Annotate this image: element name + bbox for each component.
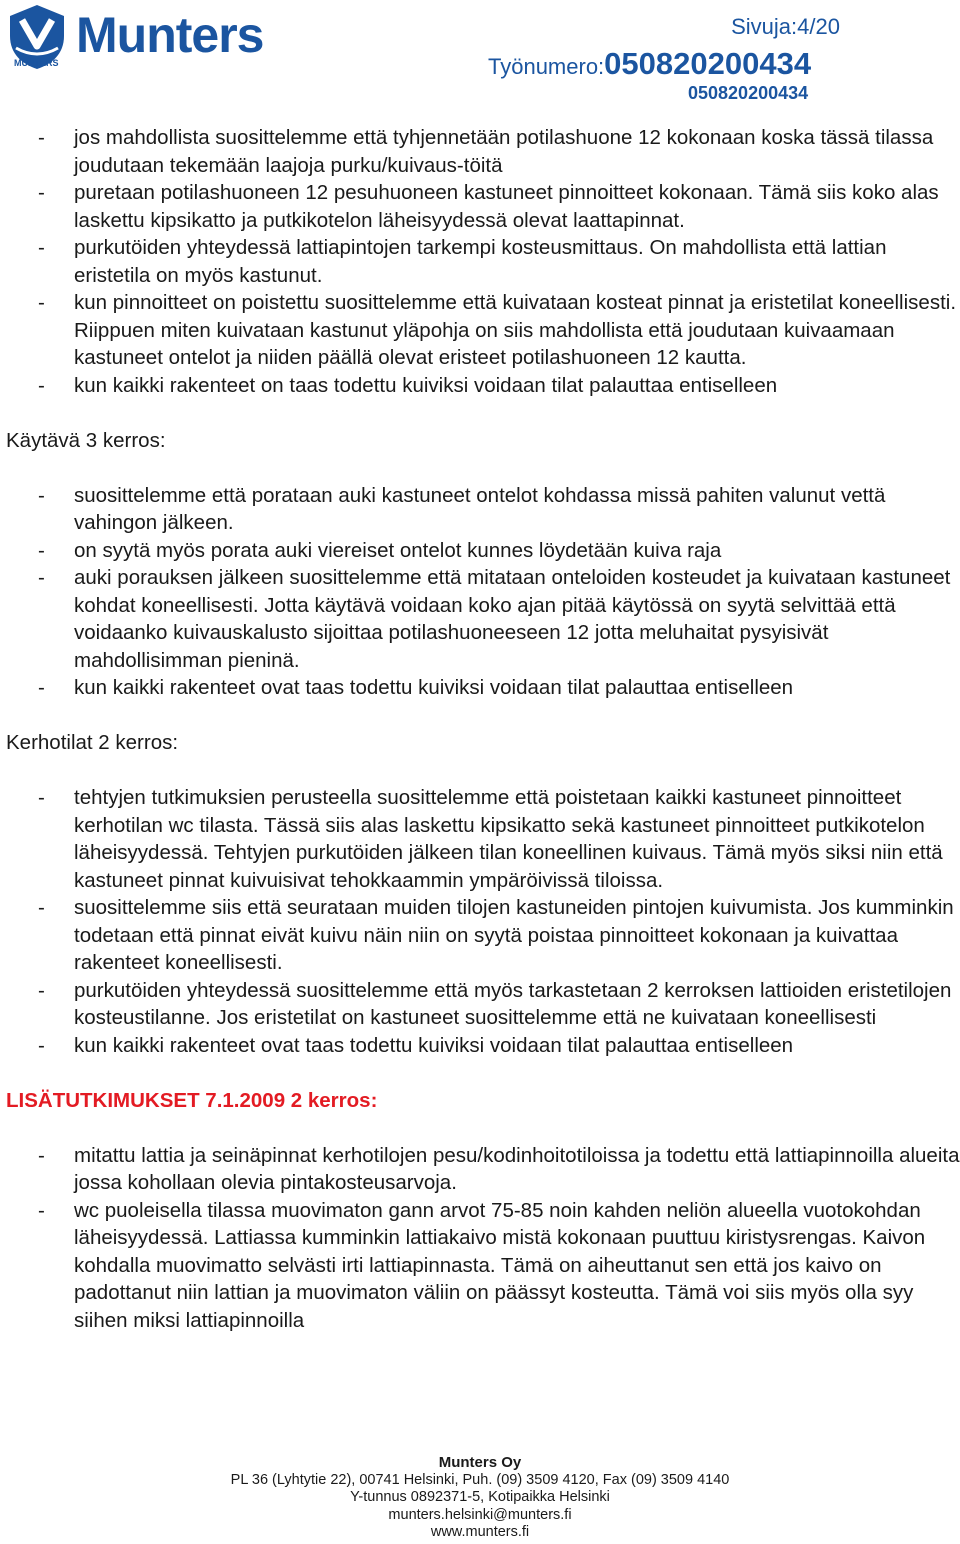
page-count [731, 14, 840, 40]
list-dash: - [38, 1198, 45, 1222]
section-kaytava [0, 482, 960, 702]
list-item-text: purkutöiden yhteydessä lattiapintojen tarkempi kosteusmittaus. On mahdollista että lattian eristetila on myös kastunut. [74, 236, 887, 287]
list-item [0, 482, 960, 537]
list-item [0, 372, 960, 400]
list-dash: - [38, 978, 45, 1002]
list-dash: - [38, 896, 45, 919]
list-dash: - [38, 483, 45, 507]
page-count-label: Sivuja: [731, 14, 798, 39]
page-count-value: 4/20 [797, 14, 840, 39]
list-dash: - [38, 181, 45, 204]
section-potilashuone [0, 124, 960, 399]
job-number-label: Työnumero: [488, 54, 605, 79]
list-item [0, 234, 960, 289]
footer-business-id: Y-tunnus 0892371-5, Kotipaikka Helsinki [350, 1489, 610, 1505]
list-dash: - [38, 373, 45, 397]
list-dash: - [38, 126, 45, 149]
list-dash: - [38, 1143, 45, 1167]
list-item [0, 1142, 960, 1197]
list-item [0, 564, 960, 674]
list-item-text: on syytä myös porata auki viereiset ontelot kunnes löydetään kuiva raja [74, 538, 722, 562]
list-item [0, 124, 960, 179]
list-item [0, 179, 960, 234]
list-dash: - [38, 566, 45, 589]
list-item-text: kun kaikki rakenteet ovat taas todettu kuiviksi voidaan tilat palauttaa entiselleen [74, 1033, 794, 1057]
list-dash: - [38, 676, 45, 699]
brand-name: Munters [76, 7, 264, 63]
list-item [0, 784, 960, 894]
job-number [488, 46, 811, 82]
list-item-text: suosittelemme siis että seurataan muiden tilojen kastuneiden pintojen kuivumista. Jos kumminkin todetaan että pinnat eivät kuivu näin niin on syytä poistaa pinnoitteet kokonaan ja kuivattaa rakenteet koneellisesti. [74, 896, 954, 974]
list-item-text: purkutöiden yhteydessä suosittelemme että myös tarkastetaan 2 kerroksen lattioiden eristetilojen kosteustilanne. Jos eristetilat on kastuneet suosittelemme että ne kuivataan koneellisesti [74, 978, 952, 1029]
list-item [0, 1032, 960, 1060]
job-number-ghost: 050820200434 [688, 83, 809, 103]
section-kerhotilat [0, 784, 960, 1059]
footer-company: Munters Oy [438, 1454, 522, 1471]
list-item-text: wc puoleisella tilassa muovimaton gann arvot 75-85 noin kahden neliön alueella vuotokohdan läheisyydessä. Lattiassa kumminkin lattiakaivo mistä kokonaan puuttuu kiristysrengas. Kaivon kohdalla muovimatto selvästi irti lattiapinnasta. Tämä on aiheuttanut sen että jos kaivo on padottanut niin lattian ja muovimaton väliin on päässyt kosteutta. Tämä voi siis myös olla syy siihen miksi lattiapinnoilla [74, 1198, 926, 1332]
munters-logo [0, 0, 340, 75]
section-heading: Kerhotilat 2 kerros: [6, 731, 179, 754]
list-item-text: jos mahdollista suosittelemme että tyhjennetään potilashuone 12 kokonaan koska tässä tilassa joudutaan tekemään laajoja purku/kuivaus-töitä [74, 126, 934, 177]
section-lisatutkimukset [0, 1142, 960, 1335]
logo-small-text: MUNTERS [14, 58, 59, 68]
page-header [0, 0, 960, 103]
list-item-text: tehtyjen tutkimuksien perusteella suosittelemme että poistetaan kaikki kastuneet pinnoitteet kerhotilan wc tilasta. Tässä siis alas laskettu kipsikatto sekä kastuneet pinnoitteet putkikotelon läheisyydessä. Tehtyjen purkutöiden jälkeen tilan koneellinen kuivaus. Tämä myös siksi niin että kastuneet pinnat kuivuisivat tehokkaammin ympäröivissä tiloissa. [74, 786, 943, 892]
list-item [0, 289, 960, 372]
list-item [0, 674, 960, 702]
list-item [0, 1197, 960, 1335]
list-item-text: kun kaikki rakenteet ovat taas todettu kuiviksi voidaan tilat palauttaa entiselleen [74, 676, 794, 699]
list-dash: - [38, 291, 45, 314]
footer-address: PL 36 (Lyhtytie 22), 00741 Helsinki, Puh. (09) 3509 4120, Fax (09) 3509 4140 [230, 1471, 730, 1488]
list-item-text: kun kaikki rakenteet on taas todettu kuiviksi voidaan tilat palauttaa entiselleen [74, 373, 778, 397]
list-item [0, 537, 960, 565]
list-item [0, 977, 960, 1032]
page-footer [0, 1454, 960, 1542]
section-heading: Käytävä 3 kerros: [6, 428, 166, 452]
list-item-text: mitattu lattia ja seinäpinnat kerhotilojen pesu/kodinhoitotiloissa ja todettu että lattiapinnoilla alueita jossa kohollaan olevia pintakosteusarvoja. [74, 1143, 960, 1194]
list-dash: - [38, 1033, 45, 1057]
footer-web: www.munters.fi [430, 1524, 530, 1540]
list-dash: - [38, 538, 45, 562]
document-body [0, 124, 960, 1334]
list-item-text: kun pinnoitteet on poistettu suosittelemme että kuivataan kosteat pinnat ja eristetilat koneellisesti. Riippuen miten kuivataan kastunut yläpohja on siis mahdollista että joudutaan kuivaamaan kastuneet ontelot ja niiden päällä olevat eristeet potilashuoneen 12 kautta. [74, 291, 957, 369]
list-item-text: suosittelemme että porataan auki kastuneet ontelot kohdassa missä pahiten valunut vettä vahingon jälkeen. [74, 483, 886, 534]
footer-email: munters.helsinki@munters.fi [388, 1506, 572, 1523]
list-dash: - [38, 236, 45, 259]
list-item [0, 894, 960, 977]
list-dash: - [38, 786, 45, 809]
job-number-value: 050820200434 [604, 46, 812, 81]
list-item-text: puretaan potilashuoneen 12 pesuhuoneen kastuneet pinnoitteet kokonaan. Tämä siis koko alas laskettu kipsikatto ja putkikotelon läheisyydessä olevat laattapinnat. [74, 181, 939, 232]
list-item-text: auki porauksen jälkeen suosittelemme että mitataan onteloiden kosteudet ja kuivataan kastuneet kohdat koneellisesti. Jotta käytävä voidaan koko ajan pitää käytössä on syytä selvittää että voidaanko kuivauskalusto sijoittaa potilashuoneeseen 12 jotta meluhaitat pysyisivät mahdollisimman pieninä. [74, 566, 951, 672]
section-heading-lisatutkimukset: LISÄTUTKIMUKSET 7.1.2009 2 kerros: [6, 1088, 378, 1112]
